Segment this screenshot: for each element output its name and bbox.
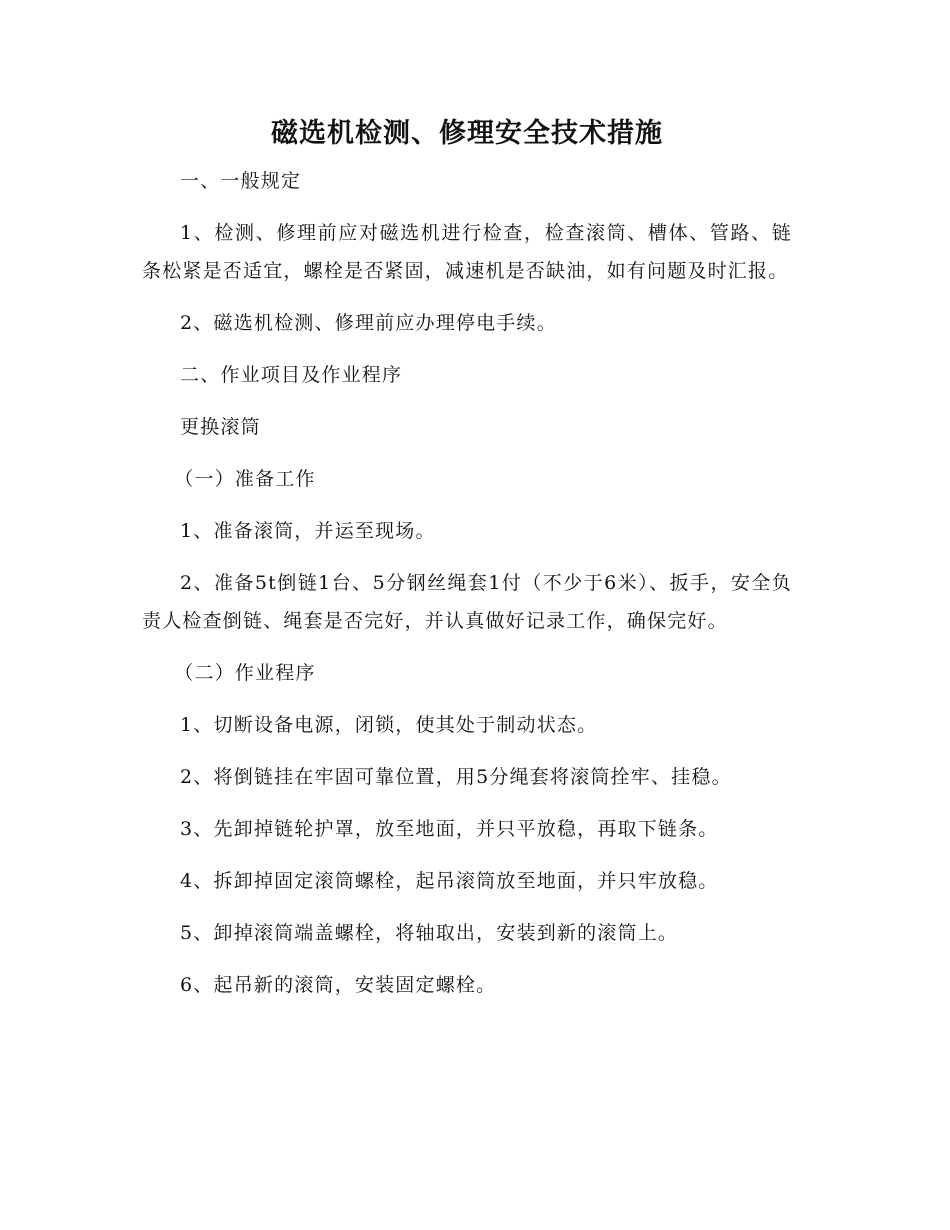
subheading-procedure: （二）作业程序 (174, 662, 316, 684)
subheading-preparation: （一）准备工作 (174, 468, 316, 490)
paragraph-procedure-3: 3、先卸掉链轮护罩，放至地面，并只平放稳，再取下链条。 (180, 818, 719, 840)
paragraph-procedure-6: 6、起吊新的滚筒，安装固定螺栓。 (180, 974, 497, 996)
paragraph-procedure-2: 2、将倒链挂在牢固可靠位置，用5分绳套将滚筒拴牢、挂稳。 (180, 766, 732, 788)
paragraph-general-1: 1、检测、修理前应对磁选机进行检查，检查滚筒、槽体、管路、链条松紧是否适宜，螺栓是否紧固，减速机是否缺油，如有问题及时汇报。 (142, 222, 792, 282)
section-heading-general: 一、一般规定 (180, 170, 302, 192)
subheading-replace-drum: 更换滚筒 (180, 416, 261, 438)
paragraph-procedure-4: 4、拆卸掉固定滚筒螺栓，起吊滚筒放至地面，并只牢放稳。 (180, 870, 719, 892)
paragraph-preparation-1: 1、准备滚筒，并运至现场。 (180, 520, 436, 542)
paragraph-preparation-2: 2、准备5t倒链1台、5分钢丝绳套1付（不少于6米）、扳手，安全负责人检查倒链、绳套是否完好，并认真做好记录工作，确保完好。 (142, 572, 792, 632)
document-title: 磁选机检测、修理安全技术措施 (271, 118, 663, 149)
paragraph-procedure-1: 1、切断设备电源，闭锁，使其处于制动状态。 (180, 714, 598, 736)
section-heading-procedures: 二、作业项目及作业程序 (180, 364, 403, 386)
paragraph-procedure-5: 5、卸掉滚筒端盖螺栓，将轴取出，安装到新的滚筒上。 (180, 922, 679, 944)
paragraph-general-2: 2、磁选机检测、修理前应办理停电手续。 (180, 312, 557, 334)
